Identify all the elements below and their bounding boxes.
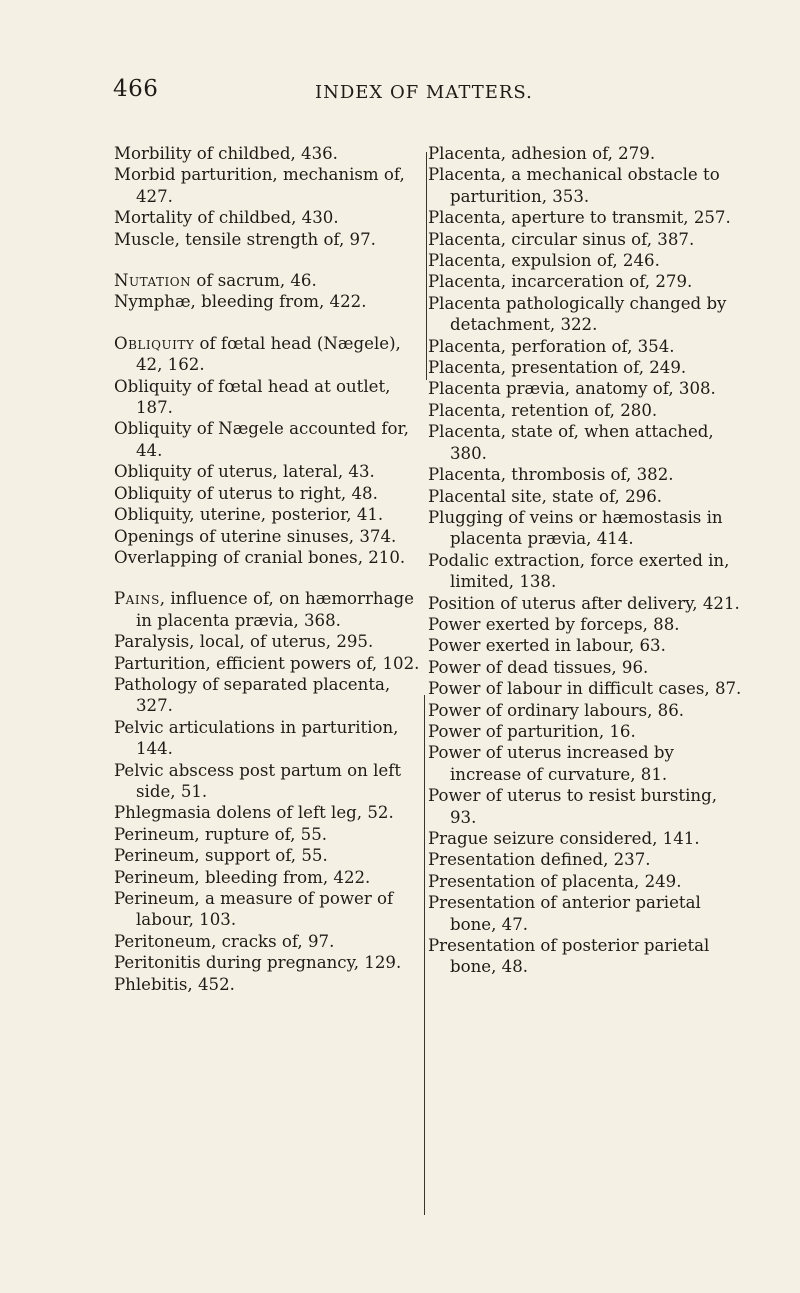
index-entry xyxy=(428,421,748,464)
index-entry-text: Obliquity of Nægele accounted for, 44. xyxy=(114,419,409,460)
index-entry-text: Phlebitis, 452. xyxy=(114,974,235,994)
index-entry xyxy=(428,892,748,935)
index-entry xyxy=(428,550,748,593)
index-entry xyxy=(428,657,748,678)
index-entry-text: of sacrum, 46. xyxy=(191,271,317,291)
index-entry xyxy=(428,507,748,550)
index-entry-text: Obliquity, uterine, posterior, 41. xyxy=(114,505,384,525)
column-divider-bottom xyxy=(424,695,425,1215)
index-entry xyxy=(114,376,424,419)
index-entry xyxy=(428,593,748,614)
index-entry-text: of fœtal head (Nægele), 42, 162. xyxy=(136,333,401,375)
index-entry-text: Placenta, thrombosis of, 382. xyxy=(428,465,674,485)
index-entry xyxy=(114,164,424,207)
index-entry xyxy=(114,674,424,717)
index-entry xyxy=(428,614,748,635)
index-entry-text: Mortality of childbed, 430. xyxy=(114,208,339,228)
index-entry xyxy=(114,526,424,547)
index-entry-headword: Obliquity xyxy=(114,333,195,353)
running-title: INDEX OF MATTERS. xyxy=(315,82,533,103)
index-entry-text: Position of uterus after delivery, 421. xyxy=(428,593,740,613)
index-entry-text: Presentation defined, 237. xyxy=(428,850,651,870)
index-entry xyxy=(428,721,748,742)
index-entry xyxy=(428,486,748,507)
index-entry-text: Perineum, support of, 55. xyxy=(114,846,328,866)
index-entry xyxy=(428,229,748,250)
index-entry xyxy=(114,845,424,866)
index-entry xyxy=(428,378,748,399)
index-entry xyxy=(114,974,424,995)
index-entry-text: Power of labour in difficult cases, 87. xyxy=(428,679,742,699)
index-entry-text: Obliquity of fœtal head at outlet, 187. xyxy=(114,376,391,418)
index-entry-text: Placenta, retention of, 280. xyxy=(428,400,658,420)
index-entry xyxy=(114,207,424,228)
index-entry xyxy=(428,742,748,785)
index-entry-text: Placenta, circular sinus of, 387. xyxy=(428,229,695,249)
index-entry xyxy=(114,952,424,973)
index-entry-text: Placenta, adhesion of, 279. xyxy=(428,144,656,163)
index-entry xyxy=(114,931,424,952)
index-entry-text: Power exerted in labour, 63. xyxy=(428,636,666,656)
index-entry-text: Muscle, tensile strength of, 97. xyxy=(114,229,376,249)
index-entry xyxy=(114,867,424,888)
index-entry xyxy=(428,785,748,828)
index-entry-text: Power exerted by forceps, 88. xyxy=(428,614,680,634)
index-entry xyxy=(428,871,748,892)
index-entry-text: Obliquity of uterus, lateral, 43. xyxy=(114,462,375,482)
index-entry-text: Pelvic articulations in parturition, 144. xyxy=(114,717,399,759)
index-entry xyxy=(428,336,748,357)
index-entry xyxy=(114,418,424,461)
index-entry xyxy=(428,143,748,164)
index-entry xyxy=(428,635,748,656)
index-entry-text: Prague seizure considered, 141. xyxy=(428,829,700,848)
index-entry-text: Placental site, state of, 296. xyxy=(428,486,663,506)
index-entry-text: Phlegmasia dolens of left leg, 52. xyxy=(114,803,394,823)
index-entry xyxy=(114,504,424,525)
index-entry xyxy=(114,888,424,931)
index-entry xyxy=(114,333,424,376)
index-entry xyxy=(428,250,748,271)
right-index-column xyxy=(428,143,748,978)
index-entry-text: Placenta, state of, when attached, 380. xyxy=(428,422,714,463)
index-entry xyxy=(114,291,424,312)
index-entry-text: Presentation of anterior parietal bone, 47. xyxy=(428,893,701,934)
index-entry xyxy=(114,547,424,568)
index-entry xyxy=(114,760,424,803)
index-entry-text: Podalic extraction, force exerted in, limited, 138. xyxy=(428,550,730,592)
index-entry-text: Parturition, efficient powers of, 102. xyxy=(114,653,420,673)
index-entry xyxy=(428,400,748,421)
index-entry-text: Placenta, aperture to transmit, 257. xyxy=(428,208,731,228)
index-entry-text: Perineum, a measure of power of labour, 103. xyxy=(114,889,394,930)
index-entry xyxy=(428,849,748,870)
index-entry-headword: Nutation xyxy=(114,271,192,291)
index-entry xyxy=(428,293,748,336)
index-entry-text: Placenta, a mechanical obstacle to parturition, 353. xyxy=(428,165,720,206)
index-entry-text: Obliquity of uterus to right, 48. xyxy=(114,483,378,503)
index-entry-text: Paralysis, local, of uterus, 295. xyxy=(114,632,374,652)
index-entry-text: Perineum, rupture of, 55. xyxy=(114,824,328,844)
index-entry-text: Power of uterus increased by increase of curvature, 81. xyxy=(428,743,674,784)
index-entry-text: Placenta prævia, anatomy of, 308. xyxy=(428,379,716,399)
index-entry xyxy=(114,143,424,164)
index-entry-text: Placenta, presentation of, 249. xyxy=(428,358,687,378)
index-entry-text: Morbid parturition, mechanism of, 427. xyxy=(114,165,405,206)
index-entry-text: Pelvic abscess post partum on left side, 51. xyxy=(114,760,402,801)
index-entry xyxy=(114,461,424,482)
index-entry-text: Power of dead tissues, 96. xyxy=(428,657,649,677)
index-entry xyxy=(428,678,748,699)
index-entry-text: Openings of uterine sinuses, 374. xyxy=(114,526,397,546)
index-entry xyxy=(428,357,748,378)
index-entry-text: Overlapping of cranial bones, 210. xyxy=(114,547,406,567)
index-entry xyxy=(114,483,424,504)
index-entry xyxy=(114,270,424,291)
index-entry xyxy=(428,935,748,978)
index-entry xyxy=(114,717,424,760)
index-entry-text: , influence of, on hæmorrhage in placenta prævia, 368. xyxy=(136,589,414,630)
page-number: 466 xyxy=(113,76,159,102)
index-entry xyxy=(428,828,748,849)
index-entry xyxy=(114,588,424,631)
index-entry-text: Peritonitis during pregnancy, 129. xyxy=(114,953,402,973)
index-entry-text: Placenta, perforation of, 354. xyxy=(428,336,675,356)
index-entry xyxy=(114,631,424,652)
index-entry xyxy=(428,164,748,207)
index-entry-text: Morbility of childbed, 436. xyxy=(114,144,338,163)
index-entry-headword: Pains xyxy=(114,589,160,609)
index-entry-text: Placenta, expulsion of, 246. xyxy=(428,251,660,271)
index-entry-text: Placenta, incarceration of, 279. xyxy=(428,272,693,292)
index-entry-text: Placenta pathologically changed by detachment, 322. xyxy=(428,293,727,335)
index-entry-text: Power of parturition, 16. xyxy=(428,721,636,741)
index-entry xyxy=(428,464,748,485)
index-entry-text: Presentation of posterior parietal bone, 48. xyxy=(428,936,710,977)
index-entry-text: Presentation of placenta, 249. xyxy=(428,871,682,891)
index-entry xyxy=(114,824,424,845)
left-index-column xyxy=(114,143,424,995)
index-entry-text: Pathology of separated placenta, 327. xyxy=(114,674,391,716)
index-entry xyxy=(428,700,748,721)
index-entry xyxy=(114,229,424,250)
index-entry xyxy=(428,271,748,292)
index-entry-text: Perineum, bleeding from, 422. xyxy=(114,867,371,887)
index-entry-text: Power of ordinary labours, 86. xyxy=(428,700,685,720)
index-entry-text: Plugging of veins or hæmostasis in placenta prævia, 414. xyxy=(428,507,723,549)
index-entry-text: Peritoneum, cracks of, 97. xyxy=(114,931,335,951)
index-entry xyxy=(428,207,748,228)
index-entry xyxy=(114,653,424,674)
index-entry-text: Nymphæ, bleeding from, 422. xyxy=(114,292,367,312)
index-entry xyxy=(114,802,424,823)
index-entry-text: Power of uterus to resist bursting, 93. xyxy=(428,786,717,827)
